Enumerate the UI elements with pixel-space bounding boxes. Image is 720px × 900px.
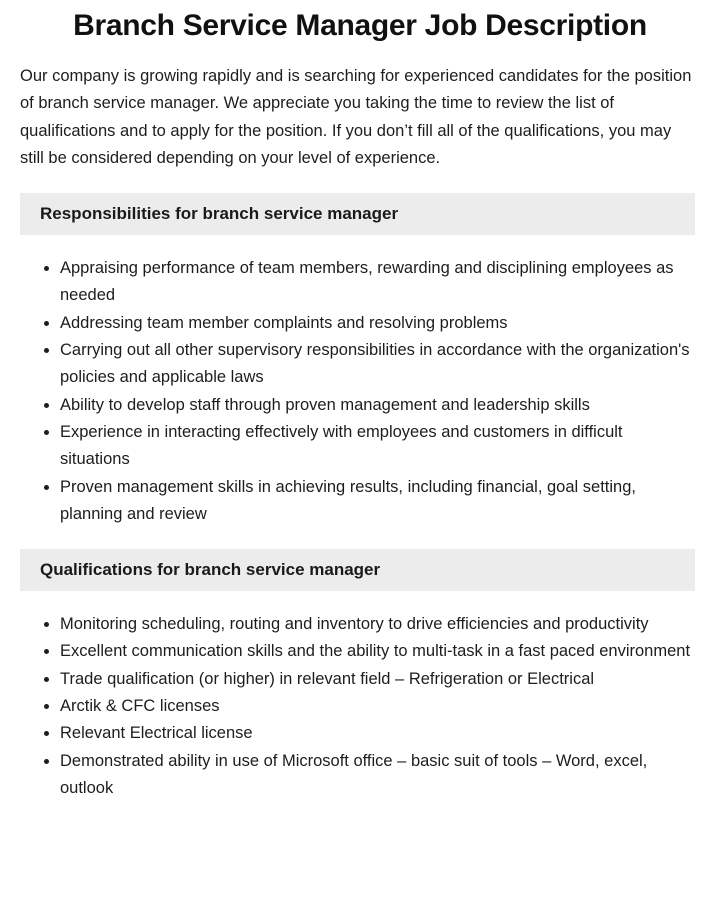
list-item: Arctik & CFC licenses <box>60 693 695 720</box>
section-heading-qualifications: Qualifications for branch service manager <box>20 549 695 591</box>
list-item: Excellent communication skills and the ability to multi-task in a fast paced environment <box>60 638 695 665</box>
responsibilities-list <box>20 255 695 528</box>
page-title: Branch Service Manager Job Description <box>73 9 647 42</box>
list-item: Carrying out all other supervisory responsibilities in accordance with the organization's policies and applicable laws <box>60 337 695 392</box>
section-heading-responsibilities: Responsibilities for branch service manager <box>20 193 695 235</box>
list-item: Proven management skills in achieving results, including financial, goal setting, planning and review <box>60 474 695 529</box>
list-item: Monitoring scheduling, routing and inventory to drive efficiencies and productivity <box>60 611 695 638</box>
list-item: Demonstrated ability in use of Microsoft office – basic suit of tools – Word, excel, outlook <box>60 748 695 803</box>
qualifications-list <box>20 611 695 802</box>
list-item: Relevant Electrical license <box>60 720 695 747</box>
list-item: Trade qualification (or higher) in relevant field – Refrigeration or Electrical <box>60 666 695 693</box>
list-item: Addressing team member complaints and resolving problems <box>60 310 695 337</box>
list-item: Appraising performance of team members, rewarding and disciplining employees as needed <box>60 255 695 310</box>
intro-paragraph: Our company is growing rapidly and is searching for experienced candidates for the position of branch service manager. We appreciate you taking the time to review the list of qualifications and to apply for the position. If you don’t fill all of the qualifications, you may still be considered depending on your level of experience. <box>20 67 692 167</box>
list-item: Ability to develop staff through proven management and leadership skills <box>60 392 695 419</box>
list-item: Experience in interacting effectively with employees and customers in difficult situations <box>60 419 695 474</box>
